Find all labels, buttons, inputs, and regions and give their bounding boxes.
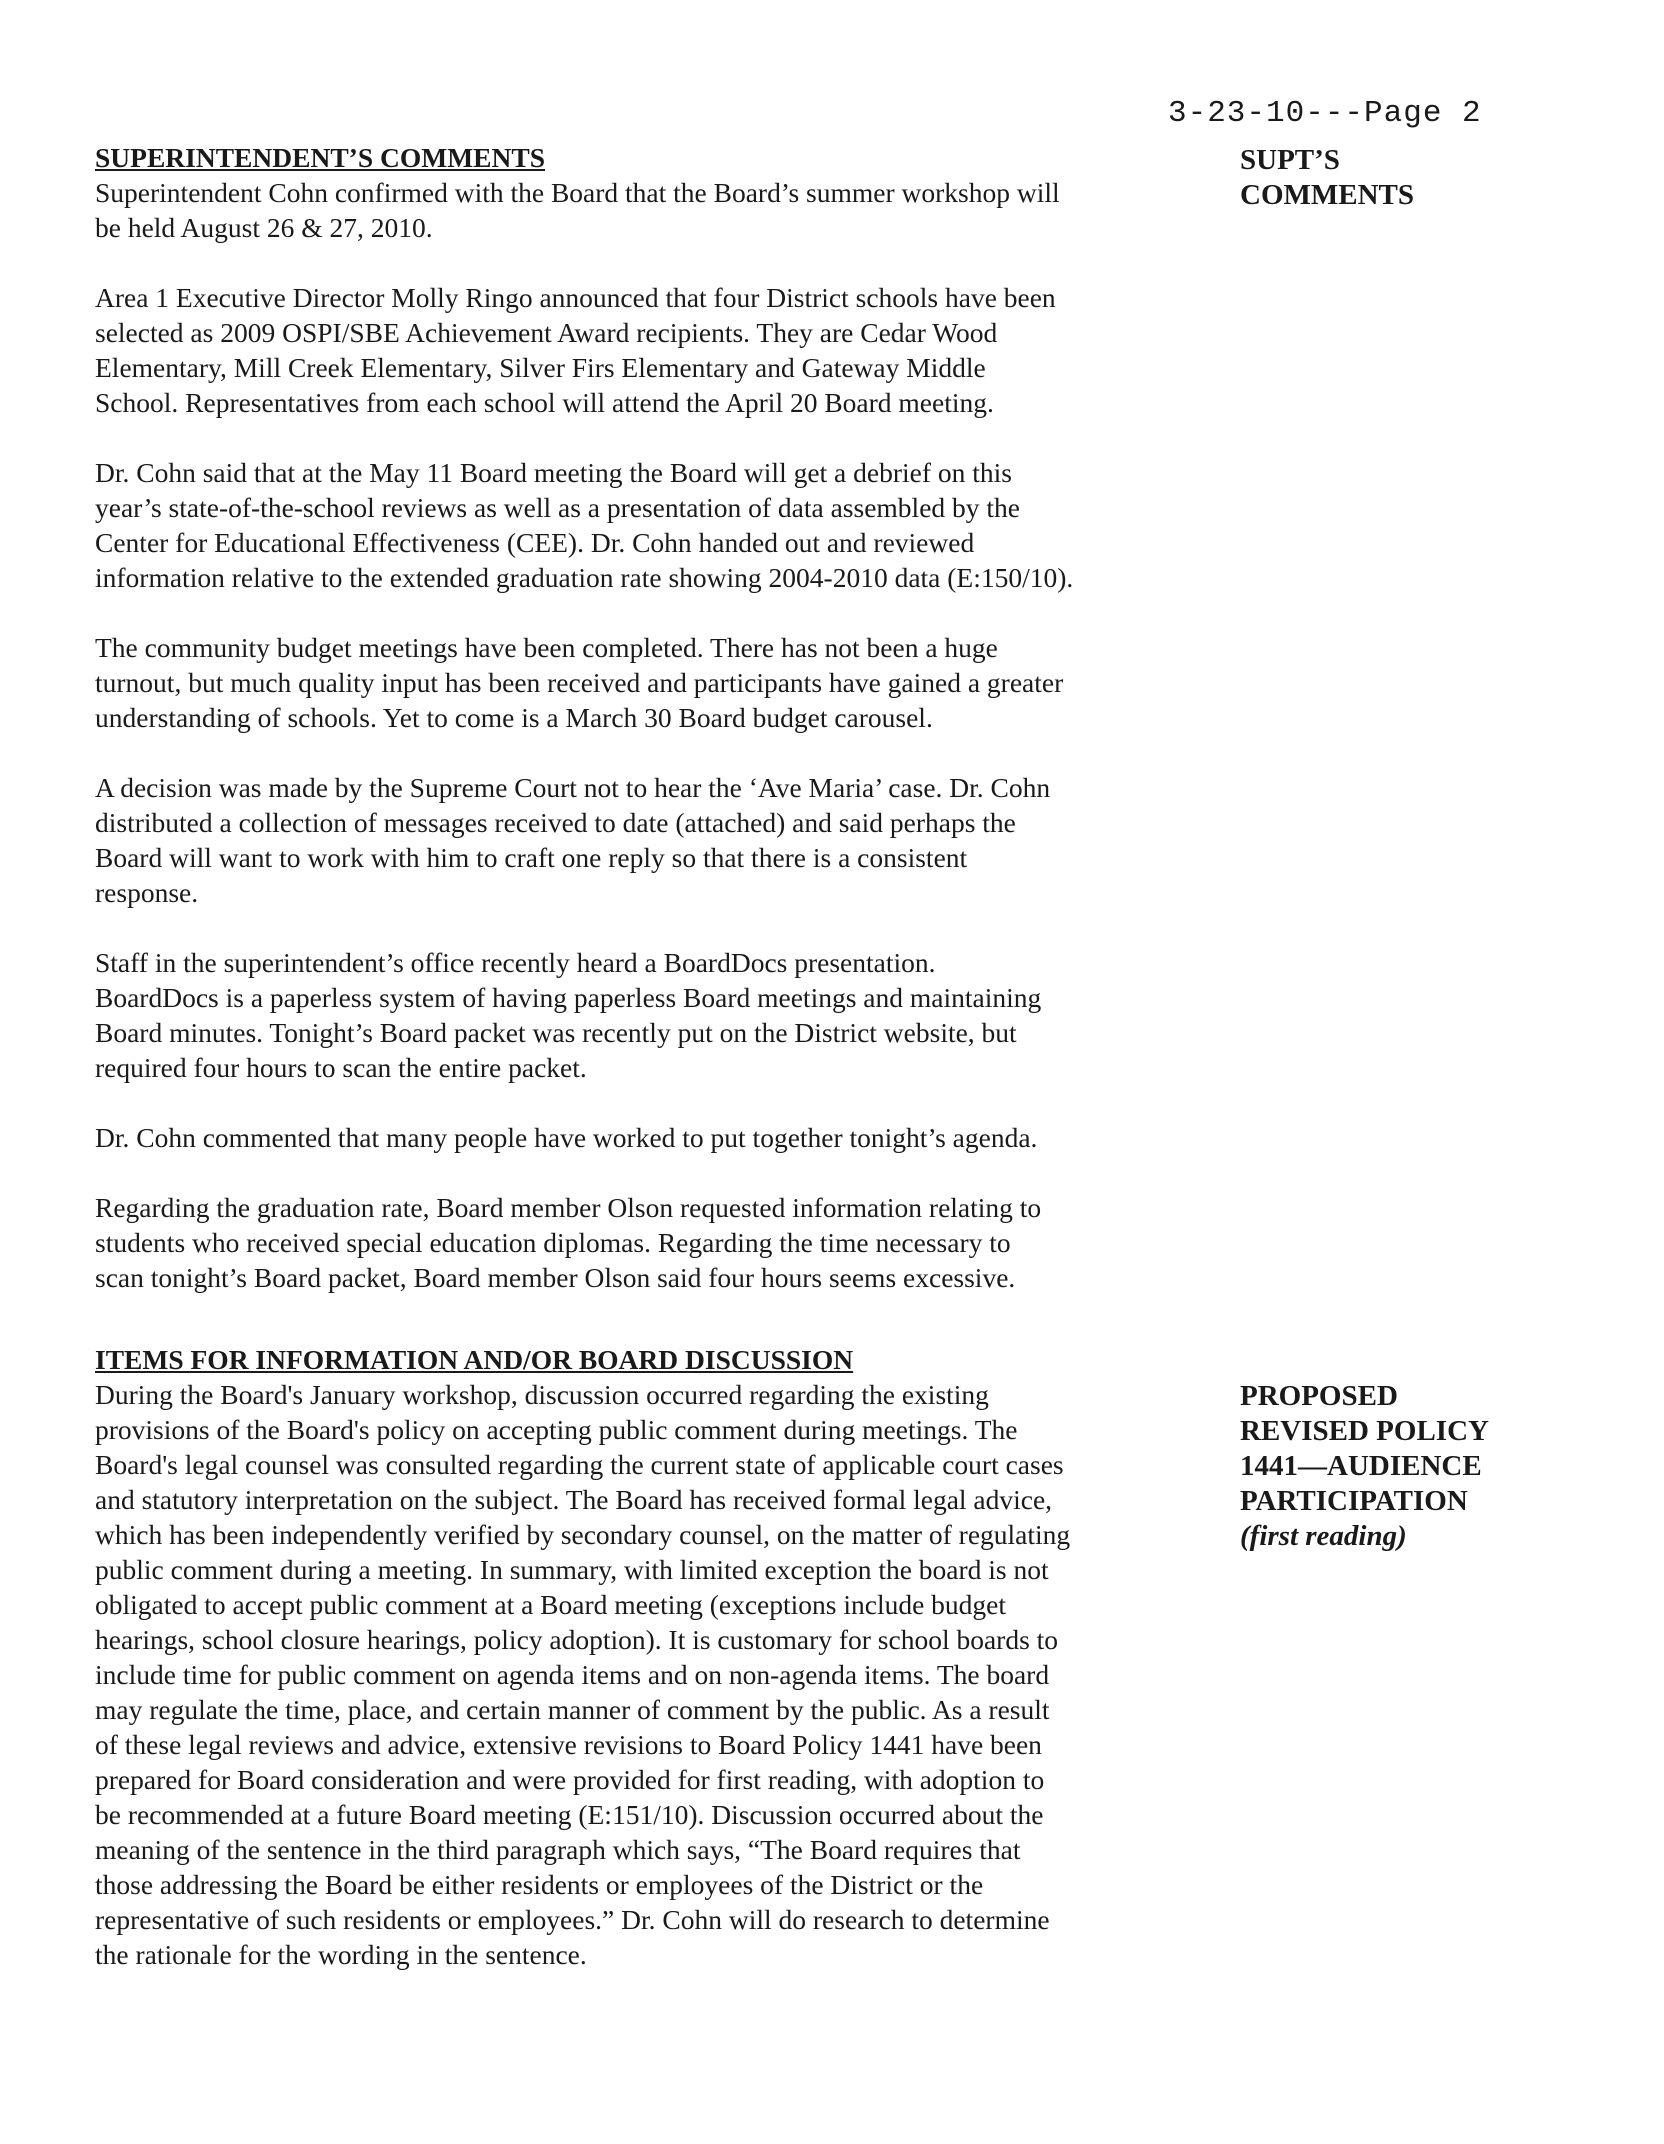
text-line: and statutory interpretation on the subject. The Board has received formal legal advice,: [95, 1484, 1053, 1515]
paragraph: [95, 1120, 1190, 1155]
section-heading: ITEMS FOR INFORMATION AND/OR BOARD DISCUSSION: [95, 1344, 854, 1375]
text-line: Board's legal counsel was consulted regarding the current state of applicable court cases: [95, 1449, 1064, 1480]
paragraph: [95, 770, 1190, 910]
section-items-for-information: [95, 1342, 1190, 1972]
text-line: turnout, but much quality input has been received and participants have gained a greater: [95, 667, 1064, 698]
text-line: required four hours to scan the entire packet.: [95, 1052, 587, 1083]
text-line: those addressing the Board be either residents or employees of the District or the: [95, 1869, 984, 1900]
side-label-line: PROPOSED: [1240, 1380, 1398, 1412]
text-line: selected as 2009 OSPI/SBE Achievement Award recipients. They are Cedar Wood: [95, 317, 998, 348]
paragraph: [95, 175, 1190, 245]
paragraph: [95, 1377, 1190, 1972]
text-line: representative of such residents or employees.” Dr. Cohn will do research to determine: [95, 1904, 1050, 1935]
section-superintendents-comments: [95, 140, 1190, 1295]
text-line: may regulate the time, place, and certain manner of comment by the public. As a result: [95, 1694, 1050, 1725]
text-line: scan tonight’s Board packet, Board member Olson said four hours seems excessive.: [95, 1262, 1016, 1293]
side-label-proposed-revised-policy: [1240, 1379, 1489, 1554]
text-line: the rationale for the wording in the sentence.: [95, 1939, 587, 1970]
text-line: Staff in the superintendent’s office recently heard a BoardDocs presentation.: [95, 947, 936, 978]
text-line: obligated to accept public comment at a Board meeting (exceptions include budget: [95, 1589, 1007, 1620]
text-line: During the Board's January workshop, discussion occurred regarding the existing: [95, 1379, 989, 1410]
text-line: be recommended at a future Board meeting (E:151/10). Discussion occurred about the: [95, 1799, 1044, 1830]
text-line: students who received special education diplomas. Regarding the time necessary to: [95, 1227, 1011, 1258]
text-line: understanding of schools. Yet to come is a March 30 Board budget carousel.: [95, 702, 933, 733]
side-label-line: 1441—AUDIENCE: [1240, 1450, 1482, 1482]
section-heading: SUPERINTENDENT’S COMMENTS: [95, 142, 545, 173]
text-line: Regarding the graduation rate, Board member Olson requested information relating to: [95, 1192, 1042, 1223]
text-line: be held August 26 & 27, 2010.: [95, 212, 433, 243]
page-number: 3-23-10---Page 2: [1168, 96, 1482, 131]
text-line: School. Representatives from each school will attend the April 20 Board meeting.: [95, 387, 994, 418]
text-line: hearings, school closure hearings, policy adoption). It is customary for school boards to: [95, 1624, 1059, 1655]
text-line: distributed a collection of messages received to date (attached) and said perhaps the: [95, 807, 1016, 838]
text-line: meaning of the sentence in the third paragraph which says, “The Board requires that: [95, 1834, 1021, 1865]
paragraph: [95, 280, 1190, 420]
side-label-line: PARTICIPATION: [1240, 1485, 1468, 1517]
paragraph: [95, 455, 1190, 595]
side-label-line: COMMENTS: [1240, 179, 1414, 211]
text-line: The community budget meetings have been completed. There has not been a huge: [95, 632, 998, 663]
paragraph: [95, 945, 1190, 1085]
text-line: provisions of the Board's policy on accepting public comment during meetings. The: [95, 1414, 1018, 1445]
text-line: Elementary, Mill Creek Elementary, Silver Firs Elementary and Gateway Middle: [95, 352, 986, 383]
text-line: response.: [95, 877, 199, 908]
text-line: year’s state-of-the-school reviews as well as a presentation of data assembled by the: [95, 492, 1020, 523]
text-line: Board will want to work with him to craft one reply so that there is a consistent: [95, 842, 968, 873]
text-line: public comment during a meeting. In summary, with limited exception the board is not: [95, 1554, 1049, 1585]
side-label-supts-comments: [1240, 143, 1414, 213]
text-line: Superintendent Cohn confirmed with the Board that the Board’s summer workshop will: [95, 177, 1060, 208]
paragraph: [95, 1190, 1190, 1295]
paragraph: [95, 630, 1190, 735]
text-line: BoardDocs is a paperless system of having paperless Board meetings and maintaining: [95, 982, 1042, 1013]
side-label-first-reading: (first reading): [1240, 1520, 1407, 1552]
text-line: Dr. Cohn said that at the May 11 Board meeting the Board will get a debrief on this: [95, 457, 1012, 488]
text-line: include time for public comment on agenda items and on non-agenda items. The board: [95, 1659, 1050, 1690]
text-line: Area 1 Executive Director Molly Ringo announced that four District schools have been: [95, 282, 1056, 313]
text-line: of these legal reviews and advice, extensive revisions to Board Policy 1441 have been: [95, 1729, 1042, 1760]
text-line: information relative to the extended graduation rate showing 2004-2010 data (E:150/10).: [95, 562, 1074, 593]
side-label-line: SUPT’S: [1240, 144, 1340, 176]
side-label-line: REVISED POLICY: [1240, 1415, 1489, 1447]
text-line: Center for Educational Effectiveness (CEE). Dr. Cohn handed out and reviewed: [95, 527, 975, 558]
text-line: which has been independently verified by secondary counsel, on the matter of regulating: [95, 1519, 1071, 1550]
text-line: A decision was made by the Supreme Court not to hear the ‘Ave Maria’ case. Dr. Cohn: [95, 772, 1051, 803]
text-line: Board minutes. Tonight’s Board packet was recently put on the District website, but: [95, 1017, 1017, 1048]
text-line: Dr. Cohn commented that many people have worked to put together tonight’s agenda.: [95, 1122, 1038, 1153]
text-line: prepared for Board consideration and were provided for first reading, with adoption to: [95, 1764, 1045, 1795]
